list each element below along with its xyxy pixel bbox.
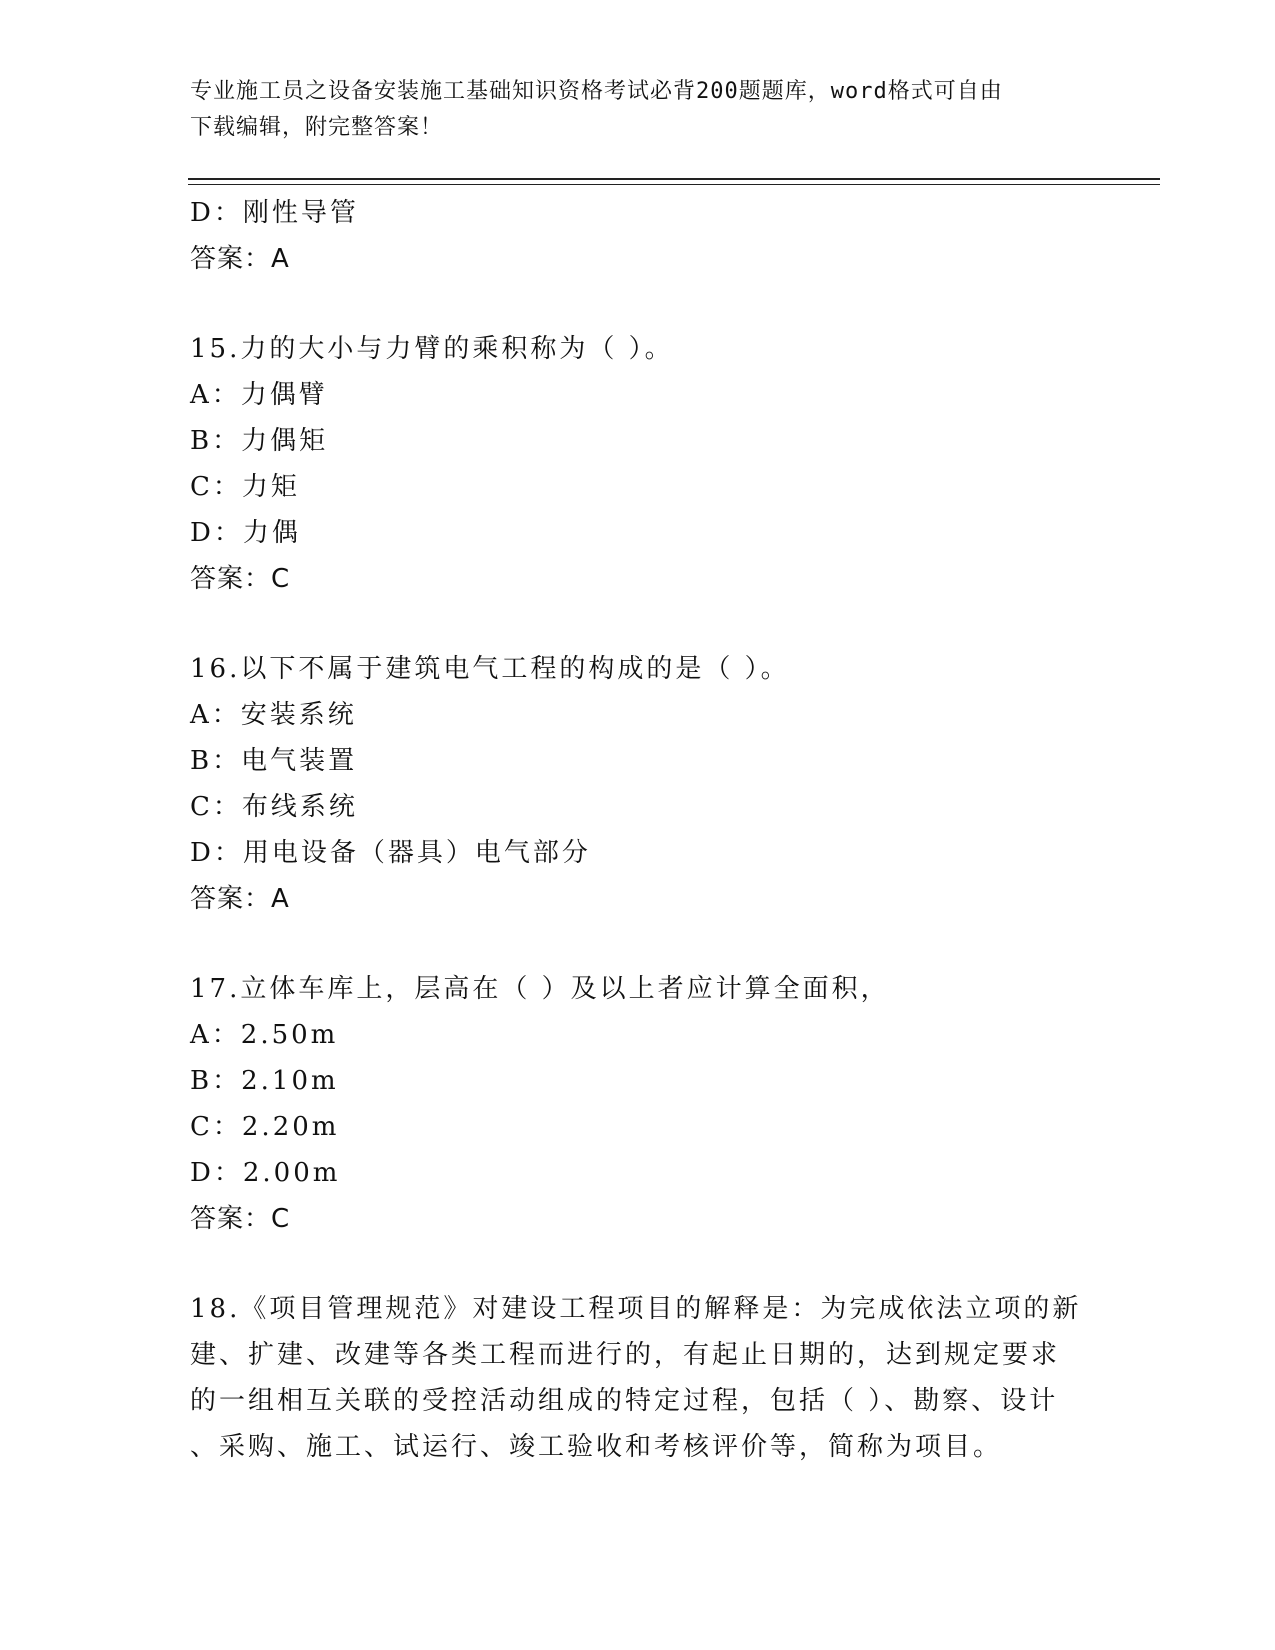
- spacer: [190, 1242, 1090, 1286]
- answer: 答案：A: [190, 884, 290, 914]
- question-18: [190, 1286, 1090, 1470]
- option-d: D：2.00m: [190, 1158, 341, 1188]
- question-15: [190, 326, 1090, 602]
- document-header: [190, 74, 1090, 146]
- spacer: [190, 282, 1090, 326]
- option-a: A：安装系统: [190, 700, 357, 730]
- prev-answer: 答案：A: [190, 244, 290, 274]
- answer: 答案：C: [190, 1204, 291, 1234]
- option-d: D：力偶: [190, 518, 301, 548]
- spacer: [190, 602, 1090, 646]
- header-rule-thick: [188, 178, 1160, 180]
- answer: 答案：C: [190, 564, 291, 594]
- header-line-1: 专业施工员之设备安装施工基础知识资格考试必背200题题库，word格式可自由: [190, 79, 1003, 104]
- header-rule-thin: [188, 184, 1160, 185]
- question-stem-line-3: 的一组相互关联的受控活动组成的特定过程，包括（ ）、勘察、设计: [190, 1386, 1059, 1416]
- question-stem: 17.立体车库上，层高在（ ）及以上者应计算全面积，: [190, 974, 890, 1004]
- spacer: [190, 922, 1090, 966]
- option-a: A：2.50m: [190, 1020, 339, 1050]
- prev-option-d: D：刚性导管: [190, 198, 359, 228]
- question-17: [190, 966, 1090, 1242]
- question-stem-line-2: 建、扩建、改建等各类工程而进行的，有起止日期的，达到规定要求: [190, 1340, 1061, 1370]
- option-c: C：布线系统: [190, 792, 358, 822]
- question-stem: 16.以下不属于建筑电气工程的构成的是（ ）。: [190, 654, 790, 684]
- option-d: D：用电设备（器具）电气部分: [190, 838, 591, 868]
- question-stem-line-1: 18.《项目管理规范》对建设工程项目的解释是：为完成依法立项的新: [190, 1294, 1082, 1324]
- option-b: B：力偶矩: [190, 426, 329, 456]
- option-a: A：力偶臂: [190, 380, 328, 410]
- option-c: C：2.20m: [190, 1112, 340, 1142]
- option-b: B：2.10m: [190, 1066, 339, 1096]
- header-line-2: 下载编辑，附完整答案！: [190, 115, 444, 140]
- question-stem-line-4: 、采购、施工、试运行、竣工验收和考核评价等，简称为项目。: [190, 1432, 1003, 1462]
- question-16: [190, 646, 1090, 922]
- question-stem: 15.力的大小与力臂的乘积称为（ ）。: [190, 334, 674, 364]
- option-b: B：电气装置: [190, 746, 358, 776]
- question-content: [190, 190, 1090, 1470]
- option-c: C：力矩: [190, 472, 300, 502]
